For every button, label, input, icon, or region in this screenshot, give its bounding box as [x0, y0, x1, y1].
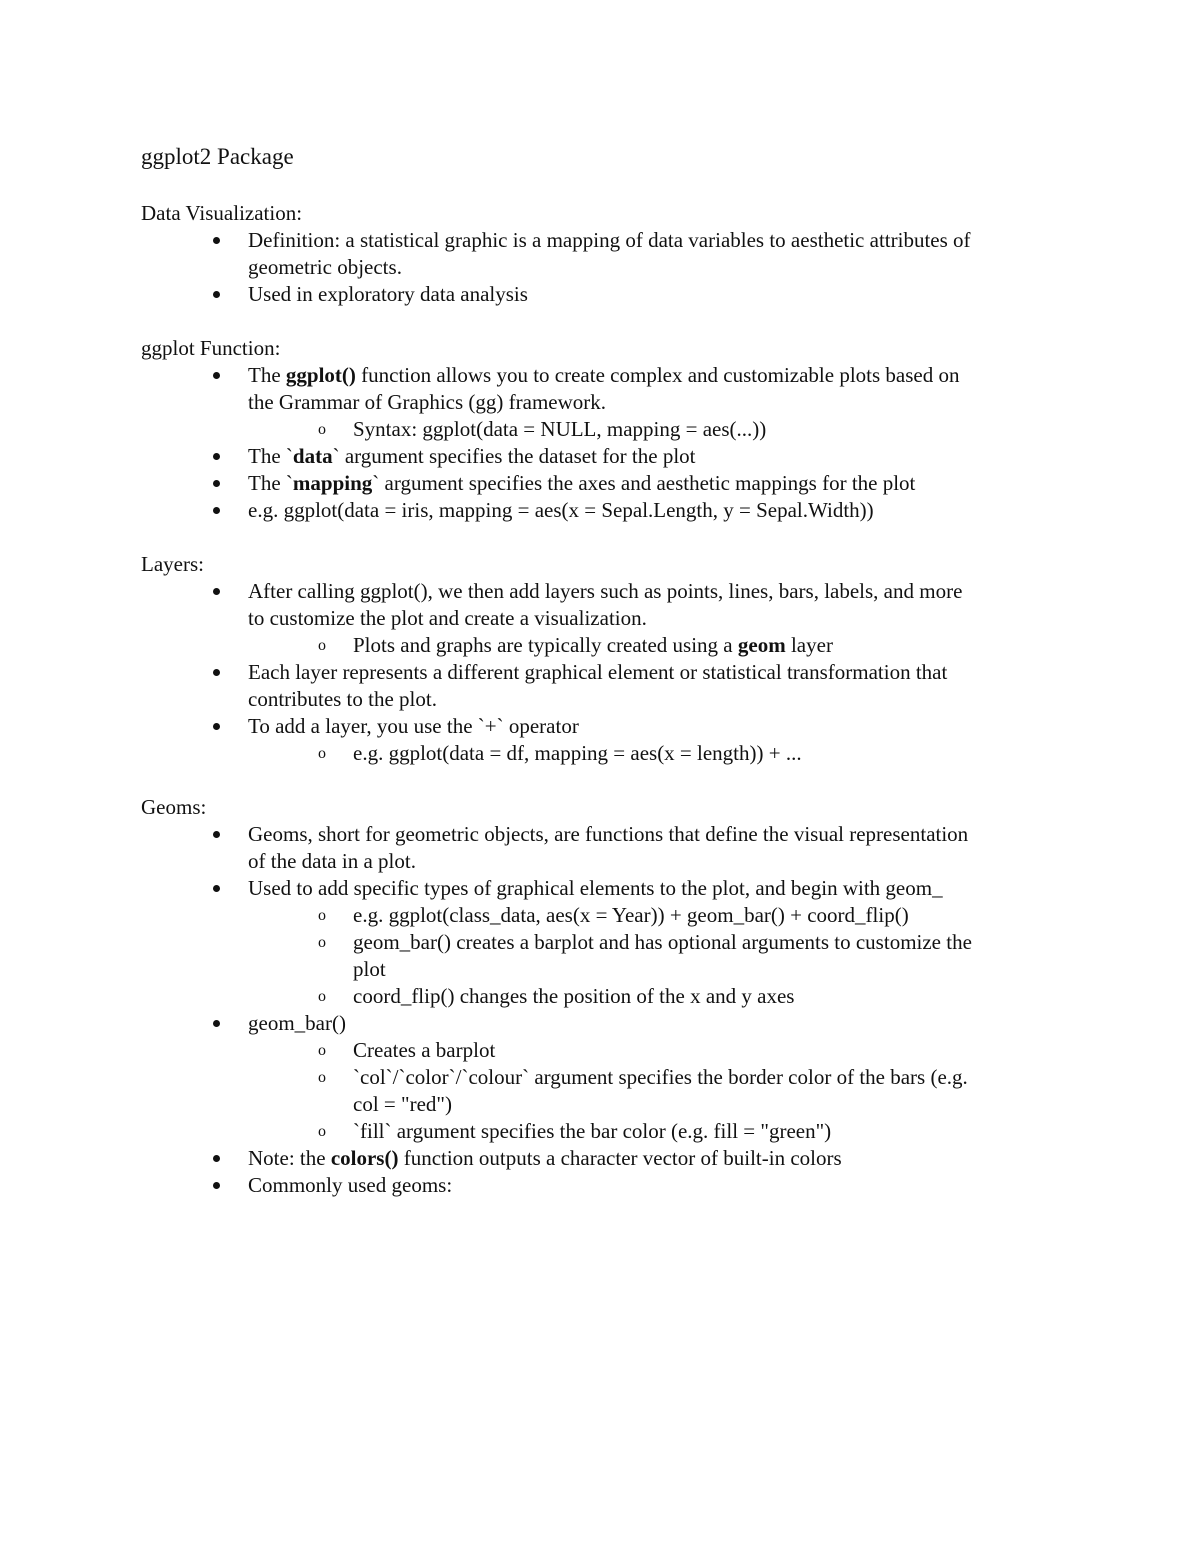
sub-bullet-icon: o — [318, 745, 326, 762]
bullet-icon — [213, 1182, 220, 1189]
section-heading-data-visualization: Data Visualization: — [141, 201, 303, 225]
sub-bullet-icon: o — [318, 421, 326, 438]
list-item-continuation: contributes to the plot. — [248, 687, 437, 711]
bullet-icon — [213, 723, 220, 730]
list-item: The `mapping` argument specifies the axes and aesthetic mappings for the plot — [248, 471, 916, 495]
list-item: Used to add specific types of graphical elements to the plot, and begin with geom_ — [248, 876, 943, 900]
list-item-continuation: of the data in a plot. — [248, 849, 416, 873]
sub-list-item: coord_flip() changes the position of the x and y axes — [353, 984, 795, 1008]
sub-bullet-icon: o — [318, 1042, 326, 1059]
sub-list-item-continuation: col = "red") — [353, 1092, 452, 1116]
bullet-icon — [213, 1020, 220, 1027]
bullet-icon — [213, 1155, 220, 1162]
bullet-icon — [213, 291, 220, 298]
list-item: The `data` argument specifies the dataset for the plot — [248, 444, 696, 468]
bullet-icon — [213, 453, 220, 460]
list-item: Geoms, short for geometric objects, are functions that define the visual representation — [248, 822, 969, 846]
section-heading-geoms: Geoms: — [141, 795, 207, 819]
sub-bullet-icon: o — [318, 637, 326, 654]
list-item: To add a layer, you use the `+` operator — [248, 714, 579, 738]
section-heading-ggplot-function: ggplot Function: — [141, 336, 281, 360]
list-item-continuation: the Grammar of Graphics (gg) framework. — [248, 390, 607, 414]
bullet-icon — [213, 885, 220, 892]
list-item-continuation: geometric objects. — [248, 255, 402, 279]
bullet-icon — [213, 588, 220, 595]
sub-bullet-icon: o — [318, 934, 326, 951]
sub-bullet-icon: o — [318, 907, 326, 924]
bullet-icon — [213, 507, 220, 514]
sub-bullet-icon: o — [318, 988, 326, 1005]
bullet-icon — [213, 480, 220, 487]
section-heading-layers: Layers: — [141, 552, 204, 576]
bullet-icon — [213, 831, 220, 838]
list-item: Used in exploratory data analysis — [248, 282, 528, 306]
bullet-icon — [213, 372, 220, 379]
sub-list-item: Syntax: ggplot(data = NULL, mapping = aes(...)) — [353, 417, 767, 441]
sub-bullet-icon: o — [318, 1123, 326, 1140]
page-title: ggplot2 Package — [141, 144, 294, 169]
list-item: Commonly used geoms: — [248, 1173, 453, 1197]
sub-list-item: Creates a barplot — [353, 1038, 496, 1062]
sub-list-item: e.g. ggplot(class_data, aes(x = Year)) + geom_bar() + coord_flip() — [353, 903, 909, 927]
list-item: The ggplot() function allows you to create complex and customizable plots based on — [248, 363, 960, 387]
list-item-continuation: to customize the plot and create a visualization. — [248, 606, 647, 630]
sub-list-item: `fill` argument specifies the bar color (e.g. fill = "green") — [353, 1119, 832, 1143]
list-item: After calling ggplot(), we then add layers such as points, lines, bars, labels, and more — [248, 579, 963, 603]
sub-list-item-continuation: plot — [353, 957, 386, 981]
sub-list-item: geom_bar() creates a barplot and has optional arguments to customize the — [353, 930, 972, 954]
bullet-icon — [213, 237, 220, 244]
sub-list-item: `col`/`color`/`colour` argument specifies the border color of the bars (e.g. — [353, 1065, 968, 1089]
list-item: e.g. ggplot(data = iris, mapping = aes(x = Sepal.Length, y = Sepal.Width)) — [248, 498, 874, 522]
sub-list-item: e.g. ggplot(data = df, mapping = aes(x = length)) + ... — [353, 741, 802, 765]
sub-list-item: Plots and graphs are typically created using a geom layer — [353, 633, 833, 657]
list-item: Note: the colors() function outputs a character vector of built-in colors — [248, 1146, 842, 1170]
list-item: Each layer represents a different graphical element or statistical transformation that — [248, 660, 948, 684]
bullet-icon — [213, 669, 220, 676]
list-item: Definition: a statistical graphic is a mapping of data variables to aesthetic attributes of — [248, 228, 971, 252]
list-item: geom_bar() — [248, 1011, 346, 1035]
sub-bullet-icon: o — [318, 1069, 326, 1086]
